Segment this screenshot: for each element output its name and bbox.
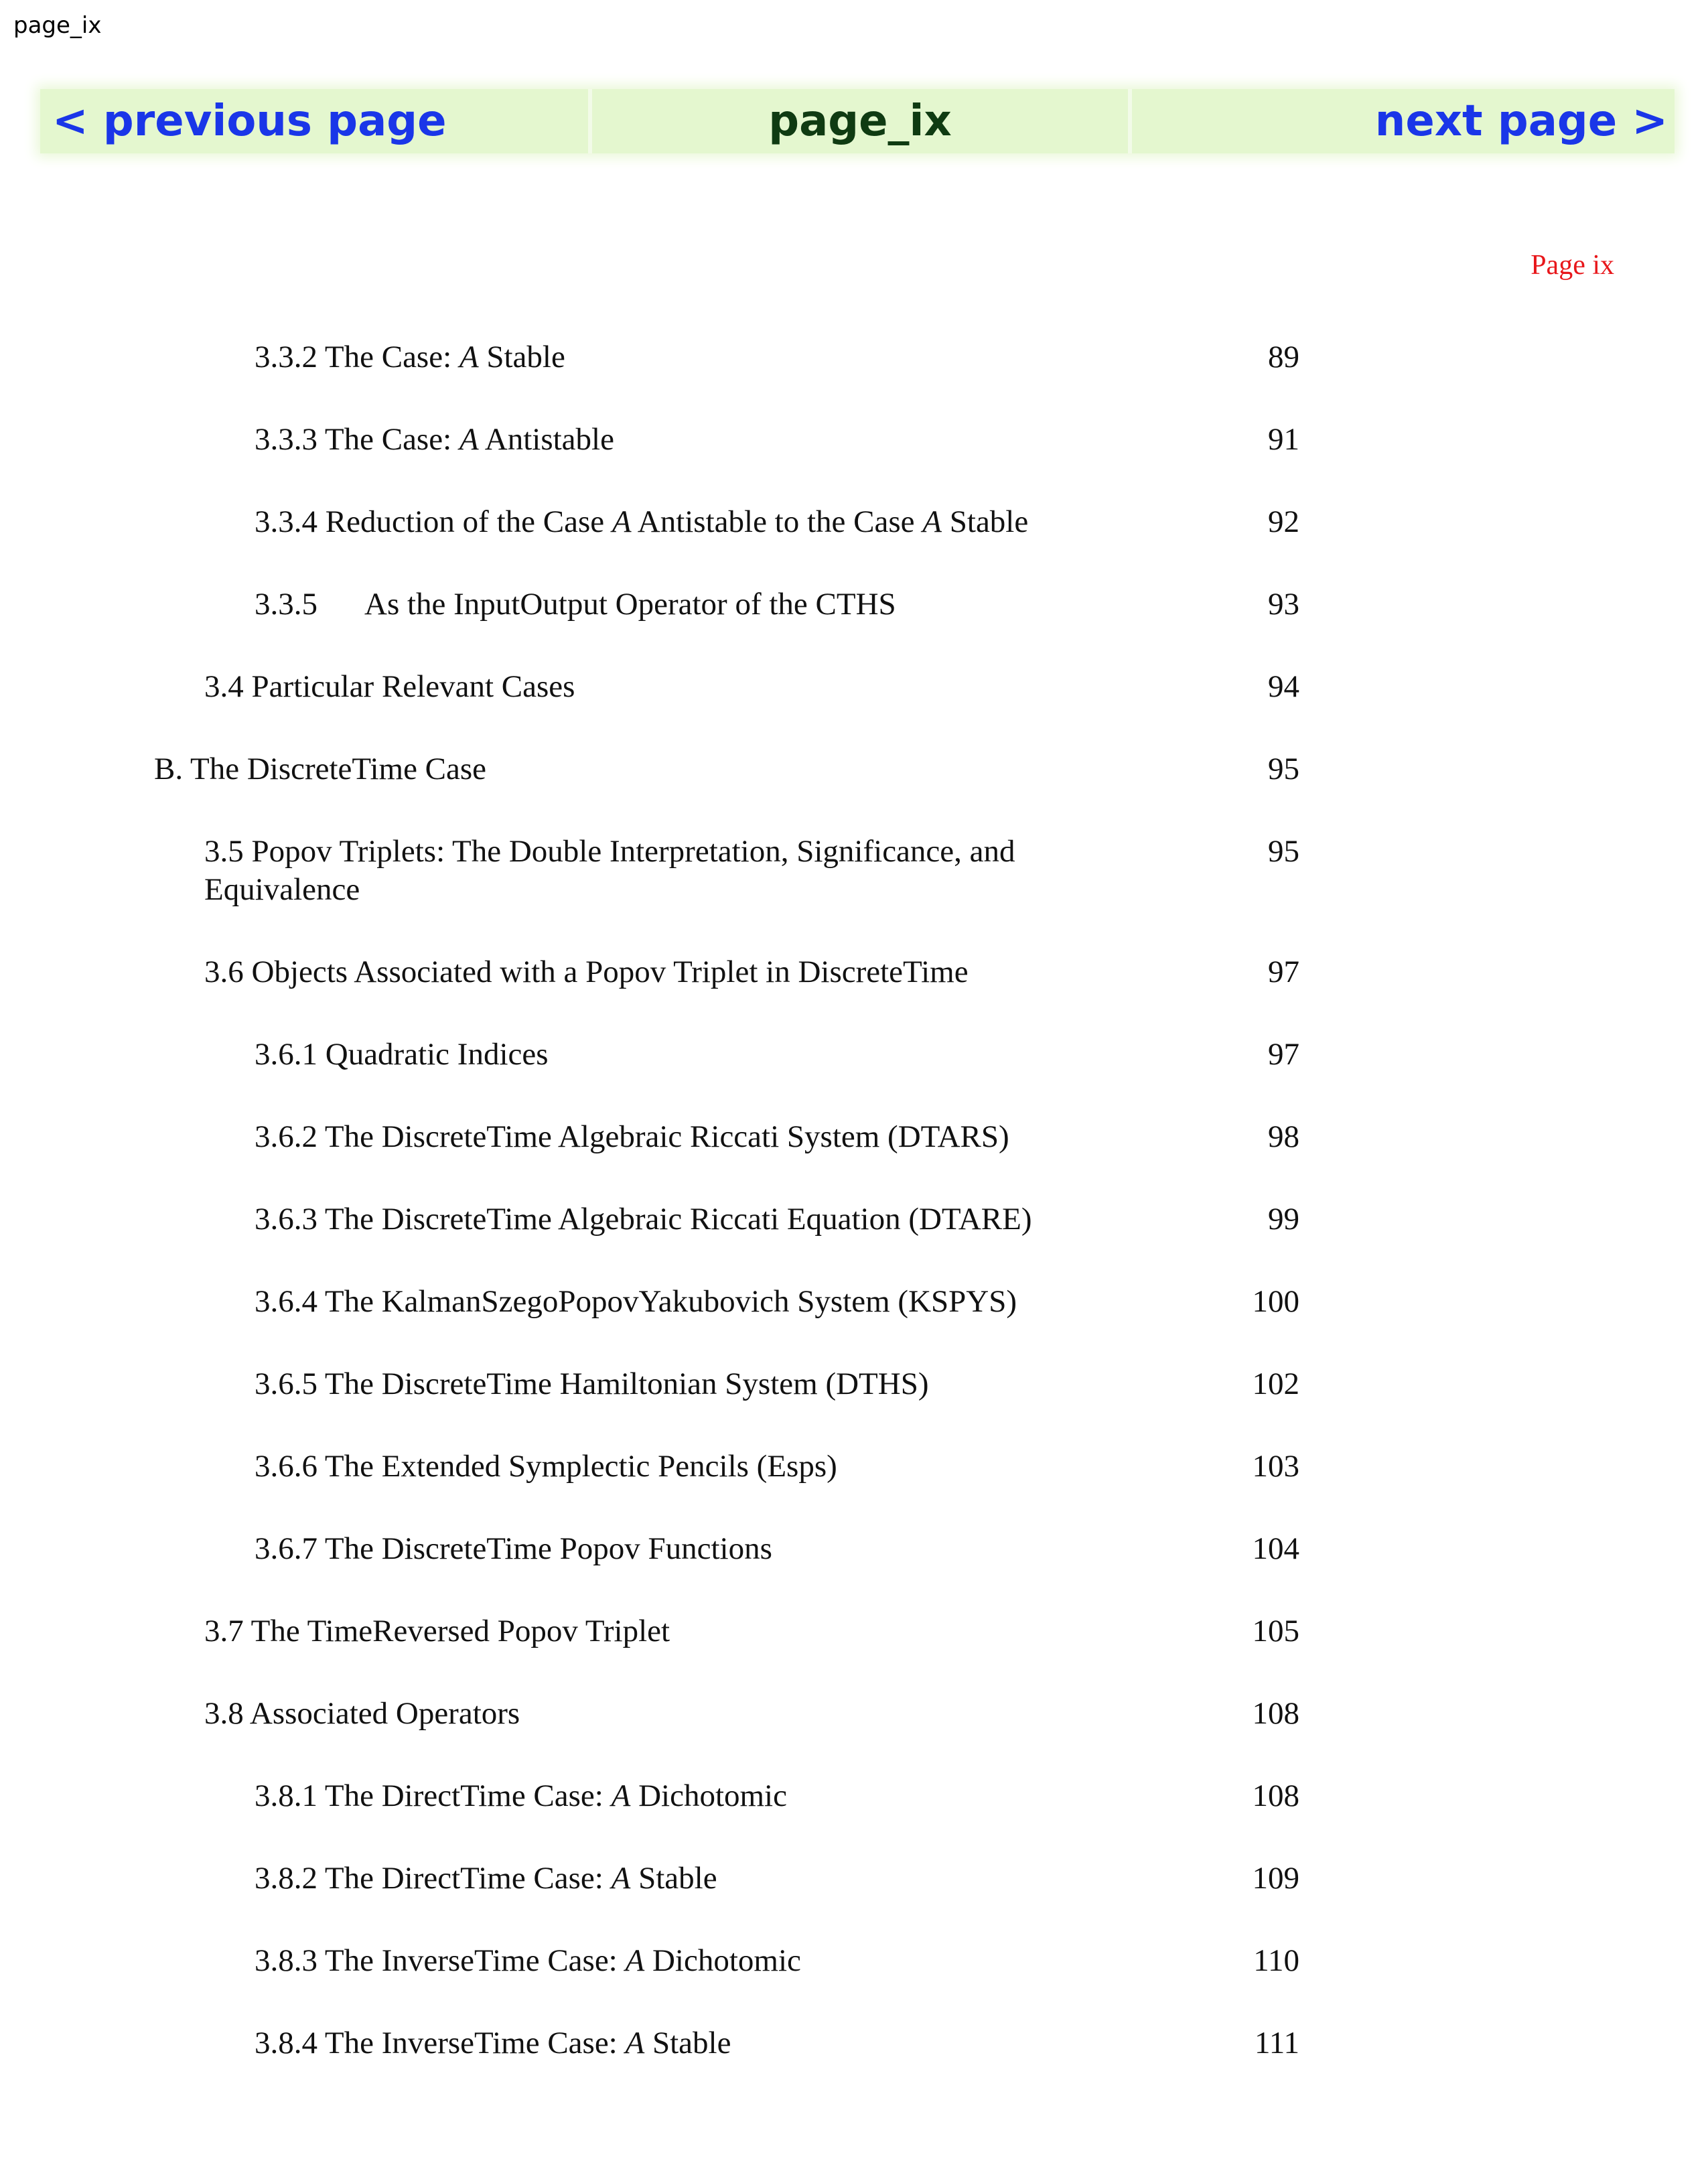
toc-title-text: 3.6.3 The DiscreteTime Algebraic Riccati Equation (DTARE)	[255, 1202, 1032, 1237]
toc-title-text: 3.8 Associated Operators	[204, 1696, 520, 1731]
toc-entry-title	[255, 585, 1206, 624]
toc-title-text: 3.6.7 The DiscreteTime Popov Functions	[255, 1531, 772, 1566]
toc-title-italic: A	[611, 1778, 631, 1813]
toc-title-italic: A	[611, 1861, 631, 1896]
next-page-link[interactable]: next page >	[1374, 96, 1668, 146]
toc-entry	[0, 1118, 1708, 1200]
toc-title-text: 3.8.1 The DirectTime Case:	[255, 1778, 612, 1813]
toc-title-text: 3.4 Particular Relevant Cases	[204, 669, 575, 704]
toc-entry-title	[255, 1036, 1206, 1074]
toc-entry-title	[255, 338, 1206, 376]
toc-entry	[0, 953, 1708, 1036]
toc-entry-title	[255, 421, 1206, 459]
toc-title-text: 3.6.4 The KalmanSzegoPopovYakubovich System (KSPYS)	[255, 1284, 1017, 1319]
toc-title-italic: A	[922, 504, 942, 539]
toc-entry-page-number: 100	[1252, 1284, 1299, 1319]
toc-entry	[0, 668, 1708, 750]
toc-title-italic: A	[459, 422, 479, 457]
toc-title-text: Antistable to the Case	[631, 504, 923, 539]
toc-title-italic: A	[459, 340, 479, 374]
toc-entry-page-number: 93	[1268, 587, 1299, 622]
toc-entry	[0, 1942, 1708, 2024]
toc-title-text: Antistable	[478, 422, 614, 457]
toc-entry	[0, 503, 1708, 585]
toc-entry-title	[255, 1283, 1206, 1321]
toc-title-italic: A	[625, 1943, 645, 1978]
toc-entry-page-number: 99	[1268, 1202, 1299, 1237]
toc-entry-title	[255, 1777, 1206, 1815]
toc-title-text: Dichotomic	[644, 1943, 801, 1978]
current-page-cell	[588, 89, 1132, 153]
previous-page-link[interactable]: < previous page	[52, 96, 447, 146]
toc-entry-title	[255, 1942, 1206, 1980]
toc-entry-page-number: 89	[1268, 340, 1299, 374]
toc-entry	[0, 1283, 1708, 1365]
toc-title-text: 3.5 Popov Triplets: The Double Interpretation, Significance, and Equivalence	[204, 834, 1015, 907]
toc-title-text: 3.6.2 The DiscreteTime Algebraic Riccati System (DTARS)	[255, 1119, 1009, 1154]
toc-title-text: 3.8.2 The DirectTime Case:	[255, 1861, 612, 1896]
toc-entry	[0, 1448, 1708, 1530]
toc-entry-title	[255, 1448, 1206, 1486]
toc-entry-page-number: 105	[1252, 1614, 1299, 1648]
page-navigation-bar	[40, 89, 1675, 153]
page-number-marker: Page ix	[1531, 250, 1614, 281]
toc-title-text: B. The DiscreteTime Case	[154, 752, 487, 786]
toc-entry-page-number: 110	[1253, 1943, 1299, 1978]
toc-title-text: 3.3.4 Reduction of the Case	[255, 504, 612, 539]
toc-title-text: 3.6.1 Quadratic Indices	[255, 1037, 549, 1072]
toc-entry-page-number: 104	[1252, 1531, 1299, 1566]
toc-title-text: Stable	[630, 1861, 717, 1896]
window-title: page_ix	[13, 12, 102, 39]
toc-title-text: 3.3.5	[255, 587, 317, 622]
toc-title-text: 3.6.5 The DiscreteTime Hamiltonian System (DTHS)	[255, 1366, 929, 1401]
toc-entry	[0, 1695, 1708, 1777]
toc-entry-page-number: 97	[1268, 1037, 1299, 1072]
previous-page-cell	[40, 89, 588, 153]
toc-title-text: 3.8.4 The InverseTime Case:	[255, 2026, 626, 2060]
toc-entry-title	[255, 1365, 1206, 1403]
toc-entry-title	[204, 833, 1155, 909]
toc-entry	[0, 1859, 1708, 1942]
toc-entry	[0, 1036, 1708, 1118]
toc-entry	[0, 1777, 1708, 1859]
toc-entry	[0, 1530, 1708, 1612]
toc-entry-page-number: 94	[1268, 669, 1299, 704]
toc-title-text: 3.6 Objects Associated with a Popov Triplet in DiscreteTime	[204, 955, 969, 989]
toc-entry	[0, 338, 1708, 421]
toc-entry-title	[255, 2024, 1206, 2062]
toc-entry	[0, 1200, 1708, 1283]
toc-entry	[0, 421, 1708, 503]
toc-title-text: 3.6.6 The Extended Symplectic Pencils (Esps)	[255, 1449, 837, 1484]
toc-entry-title	[204, 668, 1155, 706]
toc-title-text: 3.8.3 The InverseTime Case:	[255, 1943, 626, 1978]
toc-entry	[0, 833, 1708, 953]
toc-entry-page-number: 111	[1254, 2026, 1299, 2060]
toc-title-text: Stable	[478, 340, 565, 374]
toc-title-text: Dichotomic	[630, 1778, 787, 1813]
toc-entry-page-number: 109	[1252, 1861, 1299, 1896]
toc-entry-title	[204, 1695, 1155, 1733]
current-page-label: page_ix	[768, 96, 952, 146]
toc-entry-title	[204, 1612, 1155, 1650]
toc-title-text: As the InputOutput Operator of the CTHS	[364, 587, 896, 622]
toc-entry-title	[255, 503, 1206, 541]
toc-entry-page-number: 108	[1252, 1778, 1299, 1813]
toc-entry-title	[255, 1200, 1206, 1239]
toc-entry-page-number: 103	[1252, 1449, 1299, 1484]
toc-title-italic: A	[612, 504, 632, 539]
toc-entry-title	[255, 1859, 1206, 1898]
toc-entry-page-number: 95	[1268, 752, 1299, 786]
toc-entry-page-number: 98	[1268, 1119, 1299, 1154]
toc-entry-page-number: 102	[1252, 1366, 1299, 1401]
toc-entry-page-number: 108	[1252, 1696, 1299, 1731]
toc-title-text: Stable	[942, 504, 1029, 539]
next-page-cell	[1132, 89, 1675, 153]
toc-entry-page-number: 92	[1268, 504, 1299, 539]
toc-title-italic: A	[625, 2026, 645, 2060]
toc-entry-page-number: 95	[1268, 834, 1299, 869]
toc-entry	[0, 750, 1708, 833]
toc-title-text: 3.7 The TimeReversed Popov Triplet	[204, 1614, 670, 1648]
toc-entry-page-number: 97	[1268, 955, 1299, 989]
toc-title-text: 3.3.2 The Case:	[255, 340, 459, 374]
toc-entry	[0, 1612, 1708, 1695]
toc-entry-title	[154, 750, 1105, 788]
toc-entry-page-number: 91	[1268, 422, 1299, 457]
toc-entry	[0, 2024, 1708, 2107]
toc-entry-title	[255, 1118, 1206, 1156]
toc-entry-title	[204, 953, 1155, 991]
toc-entry	[0, 585, 1708, 668]
table-of-contents	[0, 338, 1708, 2107]
toc-title-text: 3.3.3 The Case:	[255, 422, 459, 457]
toc-title-text: Stable	[644, 2026, 731, 2060]
toc-entry	[0, 1365, 1708, 1448]
toc-entry-title	[255, 1530, 1206, 1568]
